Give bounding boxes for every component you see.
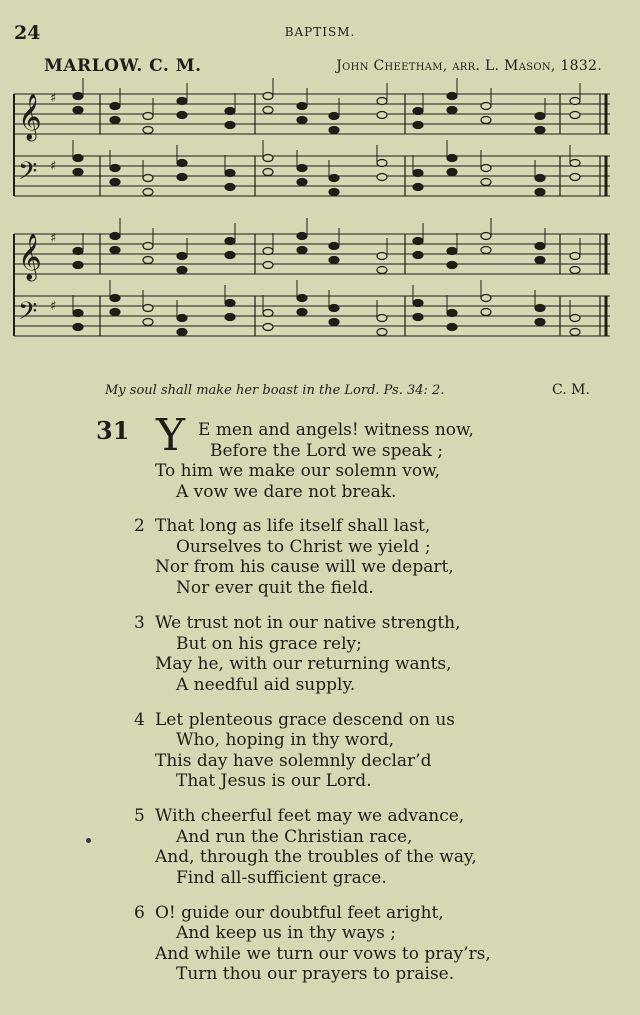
- treble-clef-icon: 𝄞: [18, 94, 42, 140]
- note-head: [447, 155, 457, 162]
- stanza-4-line-3: This day have solemnly declar’d: [155, 751, 432, 771]
- note-head: [110, 103, 120, 110]
- note-head: [297, 103, 307, 110]
- note-head: [447, 169, 457, 176]
- note-head: [143, 305, 153, 312]
- note-head: [570, 98, 580, 105]
- note-head: [110, 233, 120, 240]
- composer-credit: John Cheetham, arr. L. Mason, 1832.: [336, 58, 602, 74]
- note-head: [535, 319, 545, 326]
- print-speck: [86, 838, 91, 843]
- note-head: [535, 243, 545, 250]
- note-head: [73, 107, 83, 114]
- note-head: [377, 112, 387, 119]
- note-head: [143, 243, 153, 250]
- note-head: [110, 247, 120, 254]
- note-head: [177, 329, 187, 336]
- note-head: [329, 243, 339, 250]
- note-head: [225, 300, 235, 307]
- note-head: [570, 112, 580, 119]
- note-head: [73, 324, 83, 331]
- note-head: [143, 127, 153, 134]
- note-head: [413, 252, 423, 259]
- note-head: [73, 169, 83, 176]
- note-head: [570, 267, 580, 274]
- bass-clef-icon: 𝄢: [18, 157, 38, 192]
- note-head: [177, 315, 187, 322]
- stanza-3-line-2: But on his grace rely;: [176, 634, 362, 654]
- epigraph: My soul shall make her boast in the Lord. Ps. 34: 2.: [105, 383, 445, 398]
- note-head: [177, 253, 187, 260]
- note-head: [413, 122, 423, 129]
- stanza-2-line-1: That long as life itself shall last,: [155, 516, 431, 536]
- stanza-2-line-4: Nor ever quit the field.: [176, 578, 374, 598]
- note-head: [481, 247, 491, 254]
- drop-cap: Y: [156, 410, 186, 461]
- stanza-6-line-4: Turn thou our prayers to praise.: [176, 964, 455, 984]
- note-head: [110, 165, 120, 172]
- note-head: [297, 309, 307, 316]
- stanza-5-line-2: And run the Christian race,: [176, 827, 413, 847]
- stanza-4-line-1: Let plenteous grace descend on us: [155, 710, 455, 730]
- stanza-5-line-3: And, through the troubles of the way,: [155, 847, 477, 867]
- note-head: [377, 253, 387, 260]
- note-head: [73, 262, 83, 269]
- note-head: [570, 315, 580, 322]
- note-head: [177, 267, 187, 274]
- stanza-2-number: 2: [134, 516, 145, 536]
- stanza-5-line-4: Find all-sufficient grace.: [176, 868, 387, 888]
- music-score: [0, 78, 640, 348]
- note-head: [447, 93, 457, 100]
- note-head: [73, 93, 83, 100]
- note-head: [177, 112, 187, 119]
- note-head: [177, 174, 187, 181]
- note-head: [447, 310, 457, 317]
- tune-name: MARLOW. C. M.: [44, 56, 202, 76]
- note-head: [263, 155, 273, 162]
- stanza-3-number: 3: [134, 613, 145, 633]
- note-head: [570, 174, 580, 181]
- stanza-3-line-1: We trust not in our native strength,: [155, 613, 461, 633]
- note-head: [177, 98, 187, 105]
- note-head: [481, 103, 491, 110]
- note-head: [297, 165, 307, 172]
- note-head: [297, 247, 307, 254]
- note-head: [225, 184, 235, 191]
- note-head: [413, 184, 423, 191]
- note-head: [110, 179, 120, 186]
- note-head: [535, 257, 545, 264]
- key-sharp-icon: ♯: [50, 159, 57, 174]
- key-sharp-icon: ♯: [50, 91, 57, 106]
- note-head: [377, 98, 387, 105]
- stanza-1-line-4: A vow we dare not break.: [176, 482, 397, 502]
- note-head: [570, 160, 580, 167]
- stanza-3-line-4: A needful aid supply.: [176, 675, 356, 695]
- note-head: [481, 165, 491, 172]
- note-head: [297, 117, 307, 124]
- stanza-6-number: 6: [134, 903, 145, 923]
- note-head: [481, 295, 491, 302]
- note-head: [535, 175, 545, 182]
- note-head: [413, 314, 423, 321]
- note-head: [447, 107, 457, 114]
- note-head: [377, 329, 387, 336]
- note-head: [297, 233, 307, 240]
- note-head: [535, 127, 545, 134]
- stanza-3-line-3: May he, with our returning wants,: [155, 654, 452, 674]
- bass-clef-icon: 𝄢: [18, 297, 38, 332]
- note-head: [297, 295, 307, 302]
- stanza-1-line-1: E men and angels! witness now,: [198, 420, 474, 440]
- key-sharp-icon: ♯: [50, 299, 57, 314]
- note-head: [263, 310, 273, 317]
- stanza-4-line-4: That Jesus is our Lord.: [176, 771, 372, 791]
- stanza-1-line-3: To him we make our solemn vow,: [155, 461, 441, 481]
- key-sharp-icon: ♯: [50, 231, 57, 246]
- note-head: [225, 252, 235, 259]
- meter-label: C. M.: [552, 382, 590, 398]
- stanza-2-line-2: Ourselves to Christ we yield ;: [176, 537, 431, 557]
- stanza-4-number: 4: [134, 710, 145, 730]
- note-head: [481, 179, 491, 186]
- treble-clef-icon: 𝄞: [18, 234, 42, 280]
- note-head: [177, 160, 187, 167]
- note-head: [570, 253, 580, 260]
- note-head: [110, 117, 120, 124]
- note-head: [263, 93, 273, 100]
- note-head: [329, 257, 339, 264]
- note-head: [329, 113, 339, 120]
- note-head: [329, 305, 339, 312]
- note-head: [263, 324, 273, 331]
- note-head: [110, 295, 120, 302]
- note-head: [73, 310, 83, 317]
- note-head: [225, 108, 235, 115]
- stanza-6-line-1: O! guide our doubtful feet aright,: [155, 903, 444, 923]
- stanza-1-line-2: Before the Lord we speak ;: [210, 441, 444, 461]
- note-head: [535, 189, 545, 196]
- note-head: [143, 319, 153, 326]
- stanza-5-number: 5: [134, 806, 145, 826]
- page-number: 24: [14, 22, 41, 44]
- note-head: [263, 248, 273, 255]
- note-head: [413, 108, 423, 115]
- note-head: [481, 309, 491, 316]
- note-head: [225, 238, 235, 245]
- note-head: [447, 324, 457, 331]
- note-head: [73, 248, 83, 255]
- note-head: [377, 174, 387, 181]
- note-head: [263, 262, 273, 269]
- note-head: [377, 315, 387, 322]
- note-head: [570, 329, 580, 336]
- note-head: [225, 122, 235, 129]
- note-head: [329, 189, 339, 196]
- note-head: [329, 127, 339, 134]
- note-head: [110, 309, 120, 316]
- note-head: [225, 170, 235, 177]
- stanza-6-line-3: And while we turn our vows to pray’rs,: [155, 944, 491, 964]
- note-head: [481, 117, 491, 124]
- note-head: [481, 233, 491, 240]
- note-head: [535, 305, 545, 312]
- note-head: [143, 113, 153, 120]
- note-head: [297, 179, 307, 186]
- note-head: [447, 262, 457, 269]
- stanza-5-line-1: With cheerful feet may we advance,: [155, 806, 465, 826]
- note-head: [329, 175, 339, 182]
- note-head: [535, 113, 545, 120]
- note-head: [447, 248, 457, 255]
- note-head: [413, 170, 423, 177]
- note-head: [143, 257, 153, 264]
- hymn-number: 31: [96, 416, 130, 445]
- note-head: [73, 155, 83, 162]
- note-head: [263, 169, 273, 176]
- stanza-2-line-3: Nor from his cause will we depart,: [155, 557, 454, 577]
- note-head: [225, 314, 235, 321]
- note-head: [413, 238, 423, 245]
- note-head: [263, 107, 273, 114]
- stanza-4-line-2: Who, hoping in thy word,: [176, 730, 394, 750]
- note-head: [377, 267, 387, 274]
- note-head: [377, 160, 387, 167]
- note-head: [143, 189, 153, 196]
- note-head: [143, 175, 153, 182]
- note-head: [329, 319, 339, 326]
- stanza-6-line-2: And keep us in thy ways ;: [176, 923, 397, 943]
- note-head: [413, 300, 423, 307]
- running-head: BAPTISM.: [284, 25, 356, 39]
